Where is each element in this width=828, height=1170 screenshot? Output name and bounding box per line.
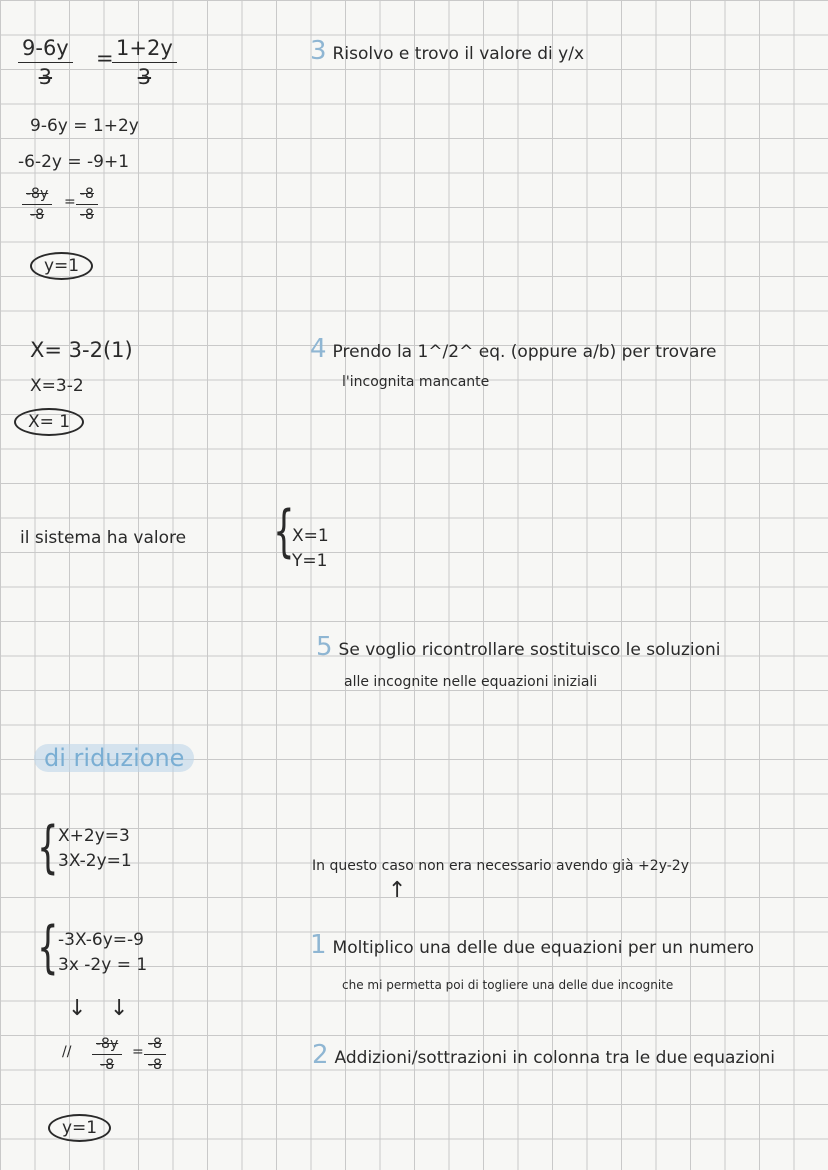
numerator: -8 (144, 1036, 166, 1055)
reduction-result-circled: y=1 (48, 1114, 111, 1142)
brace-icon: { (273, 499, 295, 564)
equals-sign: = (96, 46, 114, 70)
denominator: -8 (100, 1057, 115, 1073)
denominator: 3 (137, 65, 152, 89)
multiplied-system (58, 928, 147, 977)
step-number: 4 (310, 334, 327, 364)
method-title: di riduzione (34, 744, 194, 772)
numerator: -8 (76, 186, 98, 205)
down-arrow-icon: ↓ (68, 996, 87, 1021)
step-text: Addizioni/sottrazioni in colonna tra le due equazioni (334, 1048, 776, 1068)
system-y: Y=1 (292, 550, 328, 571)
equation-2: 3x -2y = 1 (58, 954, 148, 975)
x-line: X=3-2 (30, 376, 84, 396)
numerator: -8y (22, 186, 52, 205)
step-number: 1 (310, 930, 327, 960)
equals-sign: = (64, 194, 76, 210)
system-label: il sistema ha valore (20, 528, 187, 548)
y-result (30, 256, 93, 276)
denominator: 3 (38, 65, 53, 89)
brace-icon: { (37, 815, 59, 880)
parallel-mark: // (62, 1044, 72, 1060)
numerator: -8y (92, 1036, 122, 1055)
step-5-continuation: alle incognite nelle equazioni iniziali (344, 674, 598, 690)
numerator: 9-6y (18, 36, 73, 63)
step-text: Se voglio ricontrollare sostituisco le soluzioni (338, 640, 721, 660)
step-number: 2 (312, 1040, 329, 1070)
step-number: 5 (316, 632, 333, 662)
equation-line: 9-6y = 1+2y (30, 116, 139, 136)
step-4 (310, 334, 717, 364)
system-values (292, 524, 329, 573)
equation-2: 3X-2y=1 (58, 850, 132, 871)
x-result (14, 412, 84, 432)
fraction-left (18, 36, 73, 89)
note-text: In questo caso non era necessario avendo già +2y-2y (312, 858, 689, 874)
denominator: -8 (148, 1057, 162, 1073)
equals-sign: = (132, 1044, 144, 1060)
equation-1: -3X-6y=-9 (58, 930, 144, 950)
fraction-right (76, 186, 98, 223)
step-1 (310, 930, 754, 960)
step-5 (316, 632, 721, 662)
step-number: 3 (310, 36, 327, 66)
step-2 (312, 1040, 775, 1070)
step-text: Prendo la 1^/2^ eq. (oppure a/b) per trovare (332, 342, 717, 362)
system-x: X=1 (292, 526, 329, 546)
denominator: -8 (30, 207, 45, 223)
step-1-continuation: che mi permetta poi di togliere una delle due incognite (342, 978, 674, 992)
fraction-left (92, 1036, 122, 1073)
equation-line: -6-2y = -9+1 (18, 152, 130, 172)
step-text: Moltiplico una delle due equazioni per un numero (332, 938, 755, 958)
denominator: -8 (80, 207, 94, 223)
up-arrow-icon: ↑ (388, 878, 407, 903)
x-result-circled: X= 1 (14, 408, 84, 436)
down-arrow-icon: ↓ (110, 996, 129, 1021)
numerator: 1+2y (112, 36, 177, 63)
reduction-result (48, 1118, 111, 1138)
fraction-right (144, 1036, 166, 1073)
brace-icon: { (37, 915, 59, 980)
x-line: X= 3-2(1) (30, 338, 133, 362)
fraction-left (22, 186, 52, 223)
reduction-system (58, 824, 132, 873)
equation-1: X+2y=3 (58, 826, 130, 846)
step-3 (310, 36, 584, 66)
step-4-continuation: l'incognita mancante (342, 374, 490, 390)
fraction-right (112, 36, 177, 89)
step-text: Risolvo e trovo il valore di y/x (332, 44, 585, 64)
y-result-circled: y=1 (30, 252, 93, 280)
